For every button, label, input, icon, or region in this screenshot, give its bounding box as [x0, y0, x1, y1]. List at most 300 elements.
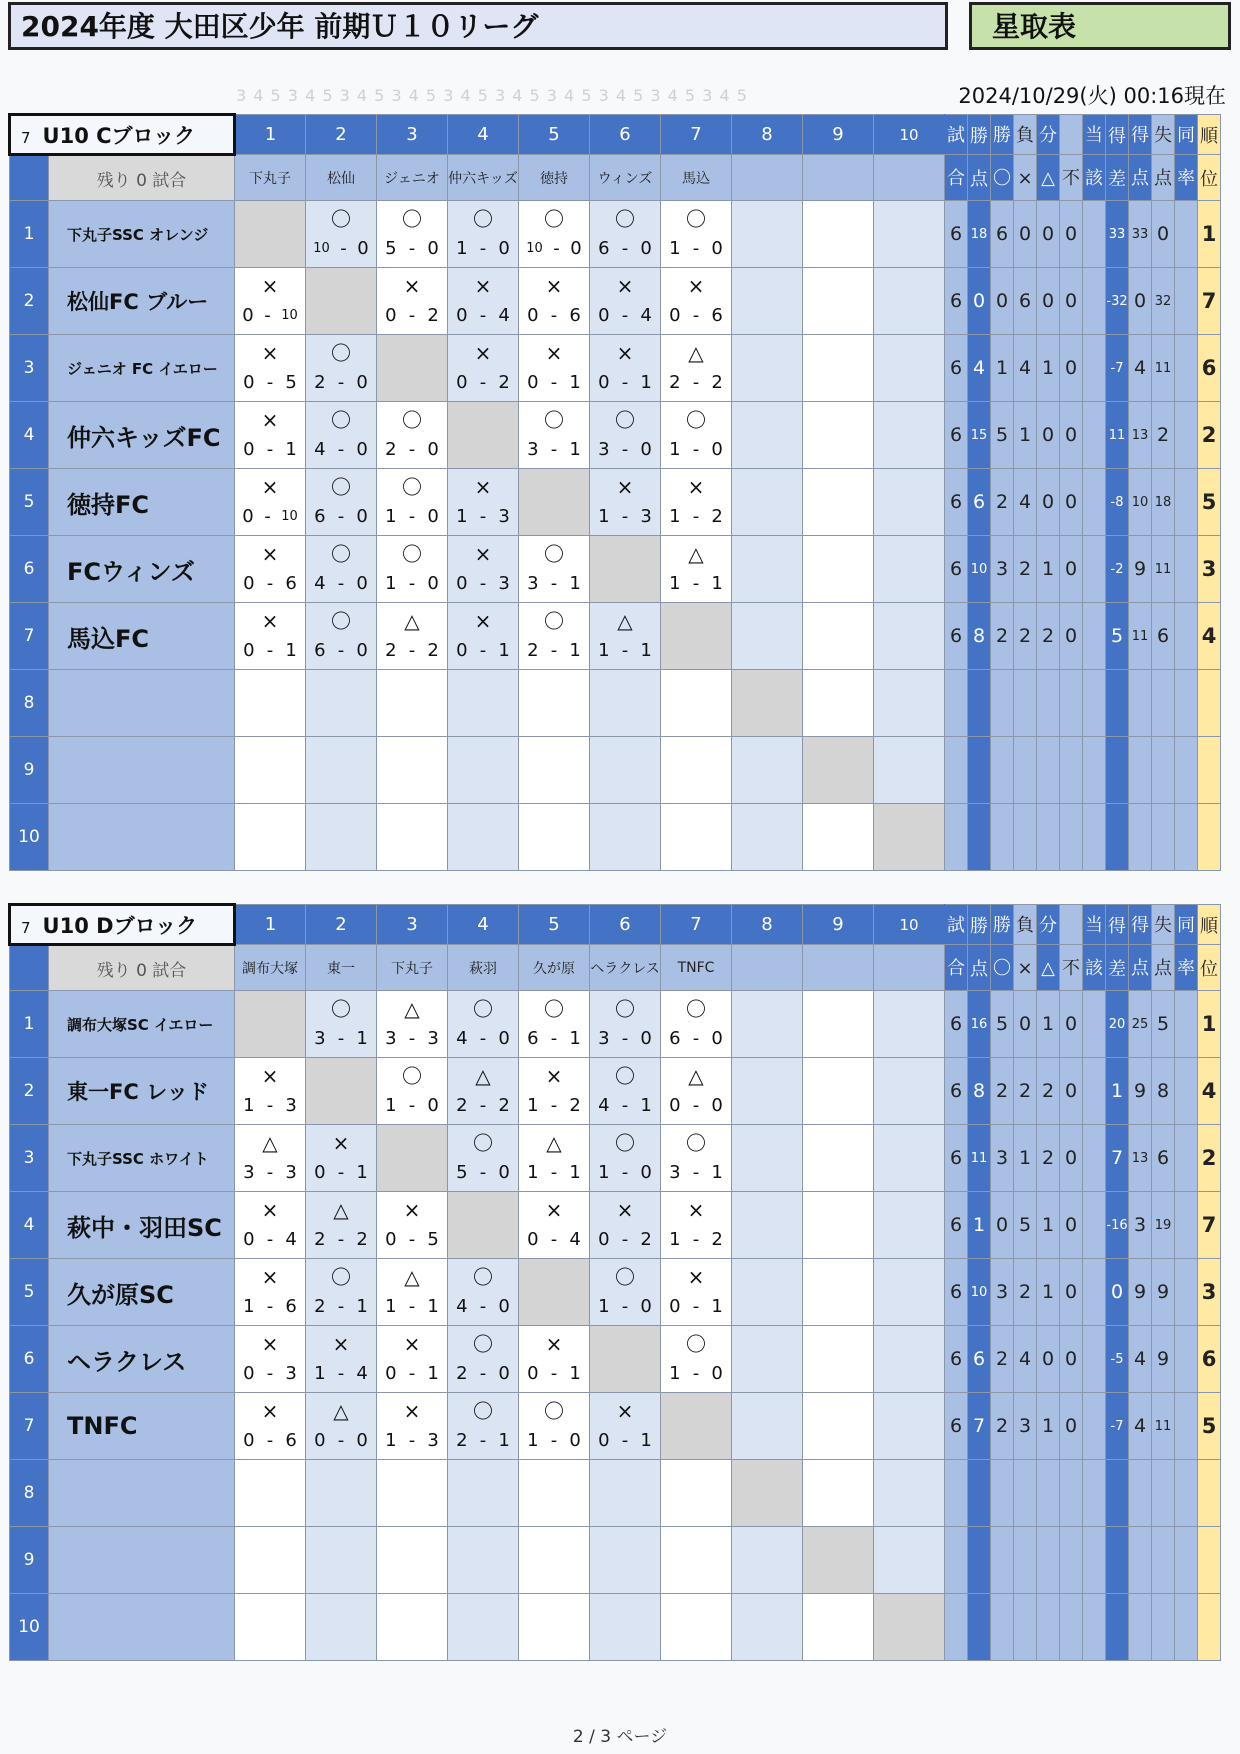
score — [377, 1091, 447, 1121]
stat-value: 6 — [945, 335, 968, 402]
score-against: 2 — [498, 1095, 510, 1116]
stat-value — [1083, 1393, 1106, 1460]
score-against: 0 — [498, 1162, 510, 1183]
row-number: 5 — [10, 469, 49, 536]
standings-label: 星取表 — [969, 2, 1231, 50]
score-against: 0 — [640, 1028, 652, 1049]
score-for: 0 — [314, 1162, 326, 1183]
result-cell — [519, 201, 590, 268]
stat-header-bottom: 点 — [1152, 155, 1175, 201]
score — [590, 636, 660, 666]
self-match-cell — [661, 603, 732, 670]
score-against: 0 — [357, 238, 369, 259]
column-number: 10 — [874, 115, 945, 155]
result-symbol: 〇 — [544, 408, 564, 432]
result-cell — [661, 1259, 732, 1326]
score-dash: - — [692, 1162, 700, 1183]
stat-header-bottom: 不 — [1060, 945, 1083, 991]
team-name: 馬込FC — [49, 603, 235, 670]
stat-header-top: 負 — [1014, 115, 1037, 155]
score-against: 0 — [640, 238, 652, 259]
stat-value: 10 — [968, 536, 991, 603]
stat-value: 0 — [1037, 268, 1060, 335]
result-symbol: 〇 — [331, 997, 351, 1021]
score — [661, 502, 731, 532]
score — [661, 1225, 731, 1255]
result-cell — [803, 268, 874, 335]
stat-value: 8 — [968, 1058, 991, 1125]
score-against: 1 — [498, 1430, 510, 1451]
result-cell — [519, 737, 590, 804]
stat-value — [1198, 737, 1221, 804]
result-cell — [306, 1527, 377, 1594]
stat-value — [945, 670, 968, 737]
result-cell — [448, 1058, 519, 1125]
score-dash: - — [692, 439, 700, 460]
column-number: 6 — [590, 115, 661, 155]
score-dash: - — [692, 238, 700, 259]
stat-value: 0 — [1060, 1125, 1083, 1192]
score-against: 1 — [711, 573, 723, 594]
result-cell — [874, 670, 945, 737]
result-cell — [519, 536, 590, 603]
stat-value: 0 — [1060, 335, 1083, 402]
team-name: 仲六キッズFC — [49, 402, 235, 469]
stat-value: 1 — [1014, 1125, 1037, 1192]
result-cell — [732, 201, 803, 268]
column-number: 6 — [590, 905, 661, 945]
result-cell — [306, 1460, 377, 1527]
result-cell — [306, 804, 377, 871]
stat-value: 5 — [1152, 991, 1175, 1058]
score-dash: - — [337, 1162, 345, 1183]
stat-header-bottom: 合 — [945, 945, 968, 991]
self-match-cell — [732, 1460, 803, 1527]
team-row — [10, 1259, 1221, 1326]
stat-header-bottom: 差 — [1106, 945, 1129, 991]
team-row — [10, 1594, 1221, 1661]
stat-header-top: 同 — [1175, 905, 1198, 945]
column-number: 1 — [235, 115, 306, 155]
score-for: 1 — [385, 573, 397, 594]
stat-value — [945, 1460, 968, 1527]
score-against: 0 — [427, 1095, 439, 1116]
score — [306, 234, 376, 264]
result-cell — [590, 1460, 661, 1527]
stat-value: 4 — [1129, 1393, 1152, 1460]
team-name — [49, 1527, 235, 1594]
score-dash: - — [337, 372, 345, 393]
result-cell — [235, 335, 306, 402]
team-name: 久が原SC — [49, 1259, 235, 1326]
stat-value: 2 — [991, 1393, 1014, 1460]
score-for: 1 — [598, 640, 610, 661]
score-against: 3 — [498, 573, 510, 594]
result-cell — [448, 1460, 519, 1527]
stat-value: 0 — [1060, 1058, 1083, 1125]
team-row — [10, 1058, 1221, 1125]
stat-header-top: 勝 — [968, 905, 991, 945]
score-against: 0 — [711, 1095, 723, 1116]
result-cell — [448, 1527, 519, 1594]
team-name: TNFC — [49, 1393, 235, 1460]
score-dash: - — [692, 573, 700, 594]
result-symbol: △ — [262, 1131, 278, 1155]
result-cell — [803, 670, 874, 737]
score-for: 10 — [313, 241, 330, 256]
result-symbol: 〇 — [615, 207, 635, 231]
stat-header-bottom: △ — [1037, 155, 1060, 201]
result-cell — [235, 1594, 306, 1661]
result-cell — [519, 1326, 590, 1393]
stat-value: 6 — [1152, 603, 1175, 670]
stat-value: 0 — [1060, 268, 1083, 335]
score-against: 2 — [711, 1229, 723, 1250]
result-cell — [519, 1058, 590, 1125]
result-symbol: × — [616, 1399, 634, 1423]
score-for: 6 — [669, 1028, 681, 1049]
score-dash: - — [337, 573, 345, 594]
stat-header-bottom: 不 — [1060, 155, 1083, 201]
score-against: 0 — [640, 1296, 652, 1317]
stat-value — [968, 737, 991, 804]
score-against: 0 — [498, 1363, 510, 1384]
score-dash: - — [266, 640, 274, 661]
score-for: 1 — [385, 506, 397, 527]
score-dash: - — [264, 506, 271, 527]
result-symbol: × — [545, 274, 563, 298]
stat-value — [1175, 268, 1198, 335]
result-symbol: △ — [688, 1064, 704, 1088]
column-number: 4 — [448, 115, 519, 155]
score-against: 0 — [356, 372, 368, 393]
stat-value — [1175, 536, 1198, 603]
stat-value: 33 — [1106, 201, 1129, 268]
score-against: 0 — [711, 238, 723, 259]
team-row — [10, 402, 1221, 469]
stat-value: 0 — [1060, 1326, 1083, 1393]
score-dash: - — [408, 1296, 416, 1317]
result-symbol: 〇 — [615, 997, 635, 1021]
score-against: 0 — [711, 1028, 723, 1049]
result-cell — [377, 1058, 448, 1125]
result-symbol: △ — [688, 542, 704, 566]
result-cell — [590, 469, 661, 536]
self-match-cell — [519, 1259, 590, 1326]
score — [306, 1292, 376, 1322]
stat-header-top: 勝 — [991, 905, 1014, 945]
score-for: 0 — [669, 305, 681, 326]
score-for: 0 — [314, 1430, 326, 1451]
stat-value — [968, 1594, 991, 1661]
opponent-short-name — [803, 155, 874, 201]
row-number: 7 — [10, 603, 49, 670]
result-symbol: 〇 — [544, 1399, 564, 1423]
stat-header-top: 失 — [1152, 905, 1175, 945]
result-symbol: △ — [617, 609, 633, 633]
stat-value: 3 — [1198, 536, 1221, 603]
stat-value: -32 — [1106, 268, 1129, 335]
score — [448, 502, 518, 532]
column-number: 9 — [803, 115, 874, 155]
stat-value — [1152, 737, 1175, 804]
result-symbol: 〇 — [473, 207, 493, 231]
result-symbol: 〇 — [331, 408, 351, 432]
team-row — [10, 737, 1221, 804]
score-dash: - — [266, 1229, 274, 1250]
score — [377, 301, 447, 331]
stat-header-bottom: × — [1014, 155, 1037, 201]
score-against: 0 — [356, 506, 368, 527]
stat-value — [945, 1527, 968, 1594]
stat-value: 0 — [968, 268, 991, 335]
stat-value: 11 — [1129, 603, 1152, 670]
stat-value — [1175, 1527, 1198, 1594]
score-dash: - — [408, 1095, 416, 1116]
result-symbol: 〇 — [544, 997, 564, 1021]
score — [448, 1024, 518, 1054]
score-dash: - — [264, 305, 271, 326]
stat-value: 0 — [1014, 991, 1037, 1058]
stat-value — [1014, 1527, 1037, 1594]
stat-value: 11 — [1152, 1393, 1175, 1460]
score — [661, 368, 731, 398]
column-number: 9 — [803, 905, 874, 945]
stat-value: 0 — [1060, 603, 1083, 670]
score-for: 3 — [598, 439, 610, 460]
score — [590, 1292, 660, 1322]
score — [306, 502, 376, 532]
score-dash: - — [479, 1028, 487, 1049]
result-symbol: × — [545, 1198, 563, 1222]
row-number-header — [10, 945, 49, 991]
score-for: 0 — [456, 573, 468, 594]
column-number: 2 — [306, 115, 377, 155]
score — [448, 1158, 518, 1188]
stat-value: 11 — [1106, 402, 1129, 469]
result-cell — [590, 268, 661, 335]
column-number: 5 — [519, 115, 590, 155]
stat-value: 1 — [1014, 402, 1037, 469]
stat-value — [1175, 469, 1198, 536]
result-cell — [306, 335, 377, 402]
result-cell — [661, 1527, 732, 1594]
team-name: 松仙FC ブルー — [49, 268, 235, 335]
stat-value: 6 — [945, 1393, 968, 1460]
score-for: 1 — [669, 439, 681, 460]
stat-value: 11 — [1152, 335, 1175, 402]
stat-value: 6 — [1152, 1125, 1175, 1192]
stat-value: 5 — [1014, 1192, 1037, 1259]
score-against: 5 — [427, 1229, 439, 1250]
stat-value: 7 — [1198, 268, 1221, 335]
result-symbol: × — [687, 274, 705, 298]
score — [377, 1024, 447, 1054]
result-cell — [590, 201, 661, 268]
stat-value: 0 — [1060, 536, 1083, 603]
row-number: 9 — [10, 737, 49, 804]
score-for: 1 — [456, 506, 468, 527]
result-symbol: 〇 — [544, 207, 564, 231]
score-dash: - — [408, 1028, 416, 1049]
stat-value: 2 — [1037, 603, 1060, 670]
stat-value: 4 — [1014, 1326, 1037, 1393]
row-number: 5 — [10, 1259, 49, 1326]
score-against: 2 — [569, 1095, 581, 1116]
score-for: 3 — [527, 573, 539, 594]
result-cell — [590, 1058, 661, 1125]
score-dash: - — [621, 305, 629, 326]
score-against: 0 — [569, 1430, 581, 1451]
result-symbol: 〇 — [473, 1131, 493, 1155]
score-against: 3 — [285, 1363, 297, 1384]
stat-value: 0 — [1129, 268, 1152, 335]
self-match-cell — [803, 1527, 874, 1594]
stat-value: 9 — [1129, 1058, 1152, 1125]
stat-value — [968, 670, 991, 737]
team-row — [10, 1326, 1221, 1393]
stat-value — [1083, 603, 1106, 670]
result-symbol: × — [616, 274, 634, 298]
stat-value: 6 — [945, 1326, 968, 1393]
result-cell — [448, 670, 519, 737]
score — [377, 569, 447, 599]
score-for: 1 — [598, 1162, 610, 1183]
row-number: 10 — [10, 804, 49, 871]
result-symbol: △ — [333, 1198, 349, 1222]
score-dash: - — [621, 506, 629, 527]
score-for: 6 — [598, 238, 610, 259]
stat-header-bottom: 合 — [945, 155, 968, 201]
result-symbol: × — [474, 274, 492, 298]
score-for: 0 — [456, 640, 468, 661]
stat-value — [991, 804, 1014, 871]
score-for: 0 — [527, 1363, 539, 1384]
column-number: 3 — [377, 905, 448, 945]
score — [590, 1091, 660, 1121]
stat-header-top: 勝 — [991, 115, 1014, 155]
result-cell — [590, 804, 661, 871]
stat-value: 9 — [1129, 1259, 1152, 1326]
stat-value: 25 — [1129, 991, 1152, 1058]
score-for: 0 — [243, 372, 255, 393]
team-name: ヘラクレス — [49, 1326, 235, 1393]
stat-value: 2 — [1152, 402, 1175, 469]
subheader-row — [10, 945, 1221, 991]
result-cell — [661, 991, 732, 1058]
stat-value — [1175, 1460, 1198, 1527]
result-cell — [235, 268, 306, 335]
column-number: 7 — [661, 115, 732, 155]
score-against: 6 — [711, 305, 723, 326]
stat-header-top: 分 — [1037, 905, 1060, 945]
score — [661, 1024, 731, 1054]
score-for: 0 — [598, 1430, 610, 1451]
score-for: 1 — [669, 506, 681, 527]
stat-value: 0 — [1152, 201, 1175, 268]
stat-value — [1175, 1259, 1198, 1326]
team-row — [10, 603, 1221, 670]
stat-header-bottom: 位 — [1198, 945, 1221, 991]
score-dash: - — [479, 372, 487, 393]
stat-value: 6 — [945, 1259, 968, 1326]
score-dash: - — [479, 640, 487, 661]
score — [306, 368, 376, 398]
page-title: 2024年度 大田区少年 前期Ｕ１０リーグ — [8, 2, 948, 50]
score-for: 2 — [456, 1430, 468, 1451]
row-number: 3 — [10, 1125, 49, 1192]
opponent-short-name: 調布大塚 — [235, 945, 306, 991]
result-cell — [732, 335, 803, 402]
stat-header-top: 同 — [1175, 115, 1198, 155]
score — [235, 502, 305, 532]
score-dash: - — [408, 640, 416, 661]
result-symbol: 〇 — [686, 1332, 706, 1356]
score-dash: - — [550, 1162, 558, 1183]
stat-header-top: 当 — [1083, 905, 1106, 945]
score-dash: - — [479, 1095, 487, 1116]
result-cell — [803, 603, 874, 670]
score-against: 1 — [569, 1028, 581, 1049]
stat-value: 0 — [1106, 1259, 1129, 1326]
score-dash: - — [479, 1363, 487, 1384]
score — [661, 234, 731, 264]
result-cell — [377, 1393, 448, 1460]
stat-value — [1014, 737, 1037, 804]
stat-value: 18 — [968, 201, 991, 268]
score-for: 1 — [385, 1296, 397, 1317]
score-for: 0 — [243, 640, 255, 661]
stat-value: 13 — [1129, 1125, 1152, 1192]
result-cell — [235, 1326, 306, 1393]
score-against: 3 — [427, 1430, 439, 1451]
opponent-short-name — [732, 155, 803, 201]
stat-value — [1175, 804, 1198, 871]
score — [306, 1158, 376, 1188]
result-symbol: 〇 — [402, 542, 422, 566]
result-cell — [874, 1125, 945, 1192]
result-cell — [874, 402, 945, 469]
stat-value — [1152, 670, 1175, 737]
row-number: 4 — [10, 402, 49, 469]
score — [448, 1091, 518, 1121]
stat-value: 11 — [1152, 536, 1175, 603]
result-cell — [519, 804, 590, 871]
result-cell — [519, 670, 590, 737]
score-dash: - — [621, 238, 629, 259]
self-match-cell — [874, 804, 945, 871]
score-dash: - — [337, 1430, 345, 1451]
result-cell — [448, 1125, 519, 1192]
result-cell — [874, 1460, 945, 1527]
result-cell — [519, 1460, 590, 1527]
result-cell — [874, 1393, 945, 1460]
score-against: 1 — [285, 439, 297, 460]
score-dash: - — [479, 1430, 487, 1451]
result-cell — [590, 737, 661, 804]
stat-value: 0 — [1060, 201, 1083, 268]
stat-value — [968, 804, 991, 871]
result-cell — [377, 536, 448, 603]
result-cell — [874, 268, 945, 335]
stat-value: 10 — [1129, 469, 1152, 536]
score-dash: - — [408, 506, 416, 527]
result-cell — [448, 536, 519, 603]
stat-value — [1083, 469, 1106, 536]
stat-value: 6 — [1014, 268, 1037, 335]
result-symbol: 〇 — [473, 1399, 493, 1423]
result-cell — [590, 1527, 661, 1594]
